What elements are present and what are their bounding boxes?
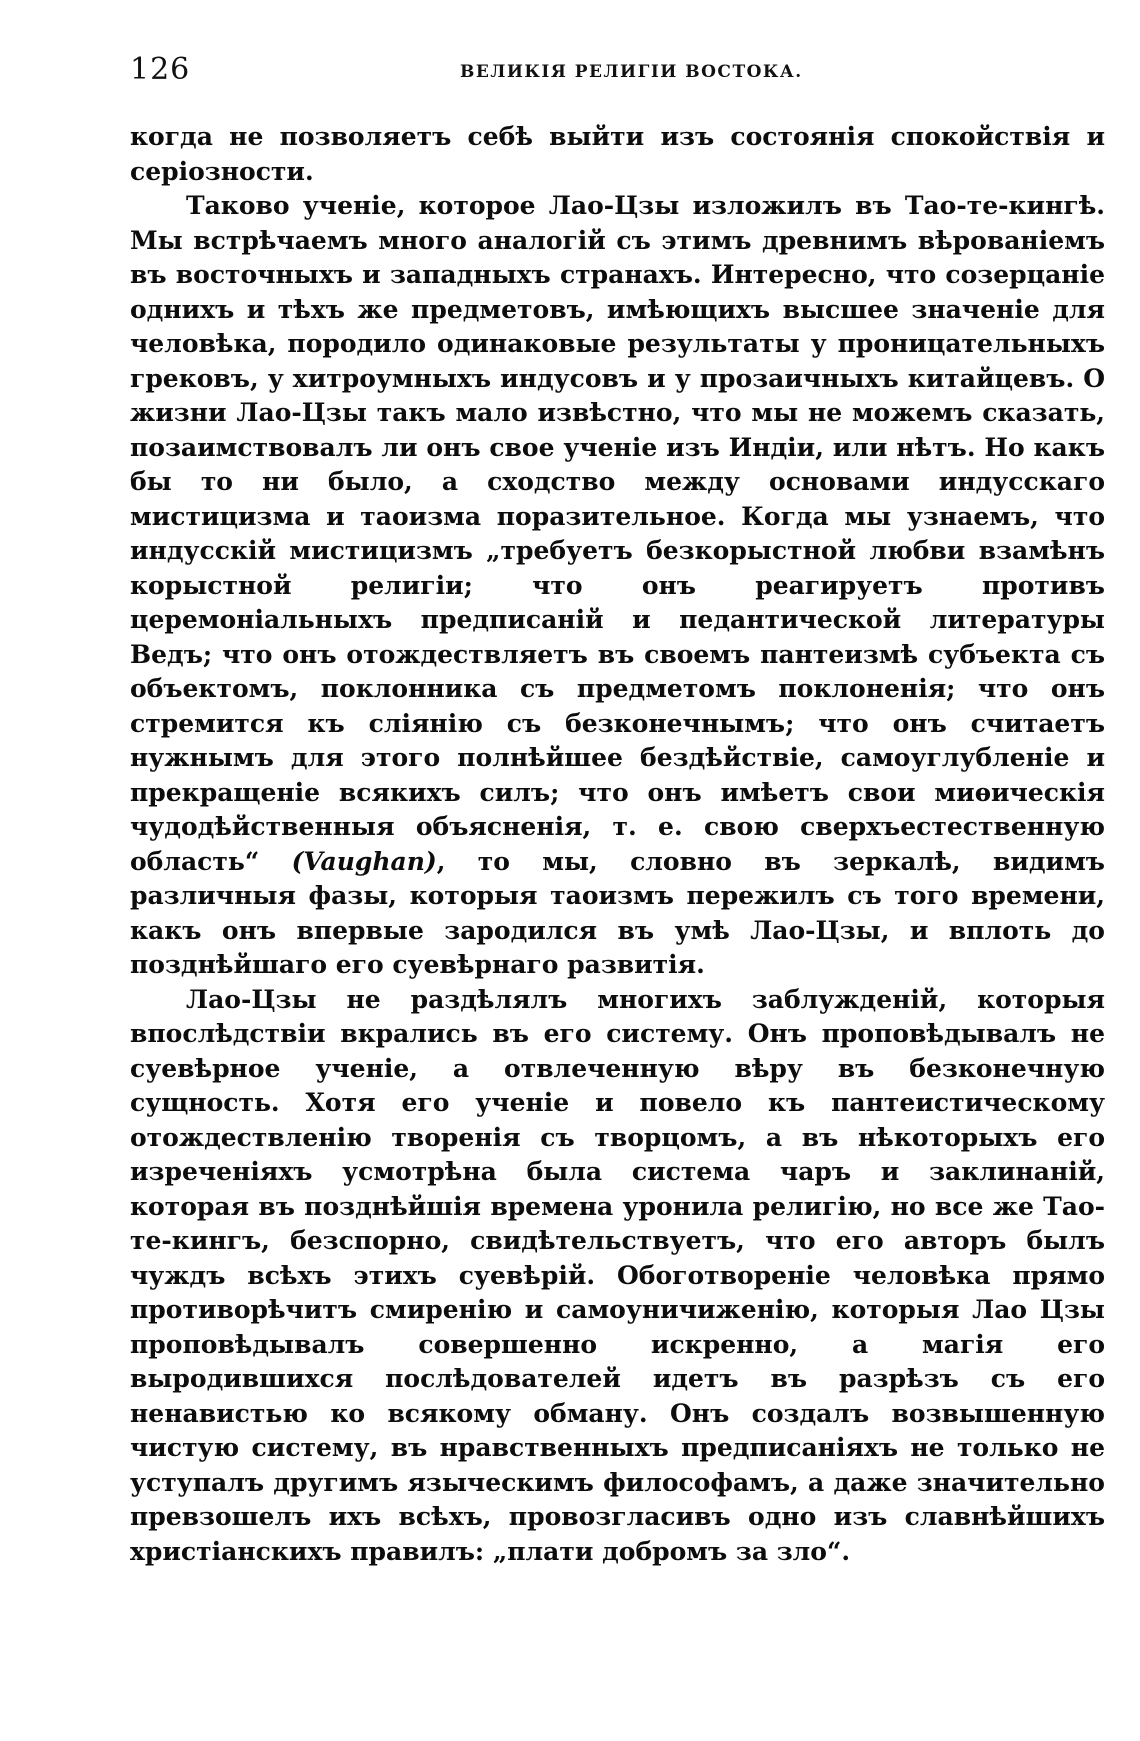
body-text bbox=[130, 120, 1105, 1569]
paragraph-text-part-2: , то мы, словно въ зеркалѣ, видимъ различныя фазы, которыя таоизмъ пережилъ съ того времени, какъ онъ впервые зародился въ умѣ Лао-Цзы, и вплоть до позднѣйшаго его суевѣрнаго развитія. bbox=[130, 846, 1105, 979]
page-number: 126 bbox=[130, 52, 191, 87]
citation-vaughan: (Vaughan) bbox=[291, 846, 437, 876]
paragraph-text-part-1: Таково ученіе, которое Лао-Цзы изложилъ въ Тао-те-кингѣ. Мы встрѣчаемъ много аналогій съ этимъ древнимъ вѣрованіемъ въ восточныхъ и западныхъ странахъ. Интересно, что созерцаніе однихъ и тѣхъ же предметовъ, имѣющихъ высшее значеніе для человѣка, породило одинаковые результаты у проницательныхъ грековъ, у хитроумныхъ индусовъ и у прозаичныхъ китайцевъ. О жизни Лао-Цзы такъ мало извѣстно, что мы не можемъ сказать, позаимствовалъ ли онъ свое ученіе изъ Индіи, или нѣтъ. Но какъ бы то ни было, а сходство между основами индусскаго мистицизма и таоизма поразительное. Когда мы узнаемъ, что индусскій мистицизмъ „требуетъ безкорыстной любви взамѣнъ корыстной религіи; что онъ реагируетъ противъ церемоніальныхъ предписаній и педантической литературы Ведъ; что онъ отождествляетъ въ своемъ пантеизмѣ субъекта съ объектомъ, поклонника съ предметомъ поклоненія; что онъ стремится къ слiянiю съ безконечнымъ; что онъ считаетъ нужнымъ для этого полнѣйшее бездѣйствіе, самоуглубленіе и прекращеніе всякихъ силъ; что онъ имѣетъ свои миѳическія чудодѣйственныя объясненія, т. е. свою сверхъестественную область“ bbox=[130, 191, 1105, 876]
paragraph-tao-te-king bbox=[130, 189, 1105, 983]
running-head bbox=[130, 52, 1105, 92]
paragraph-lao-tzu: Лао-Цзы не раздѣлялъ многихъ заблужденій, которыя впослѣдствіи вкрались въ его систему. Онъ проповѣдывалъ не суевѣрное ученіе, а отвлеченную вѣру въ безконечную сущность. Хотя его ученіе и повело къ пантеистическому отождествленію творенія съ творцомъ, а въ нѣкоторыхъ его изреченіяхъ усмотрѣна была система чаръ и заклинаній, которая въ позднѣйшія времена уронила религію, но все же Тао-те-кингъ, безспорно, свидѣтельствуетъ, что его авторъ былъ чуждъ всѣхъ этихъ суевѣрій. Обоготвореніе человѣка прямо противорѣчитъ смиренію и самоуничиженію, которыя Лао Цзы проповѣдывалъ совершенно искренно, а магія его выродившихся послѣдователей идетъ въ разрѣзъ съ его ненавистью ко всякому обману. Онъ создалъ возвышенную чистую систему, въ нравственныхъ предписаніяхъ не только не уступалъ другимъ языческимъ философамъ, а даже значительно превзошелъ ихъ всѣхъ, провозгласивъ одно изъ славнѣйшихъ христіанскихъ правилъ: „плати добромъ за зло“. bbox=[130, 984, 1105, 1566]
paragraph-continuation: когда не позволяетъ себѣ выйти изъ состоянія спокойствія и серіозности. bbox=[130, 122, 1105, 186]
running-title: ВЕЛИКІЯ РЕЛИГІИ ВОСТОКА. bbox=[460, 62, 803, 82]
